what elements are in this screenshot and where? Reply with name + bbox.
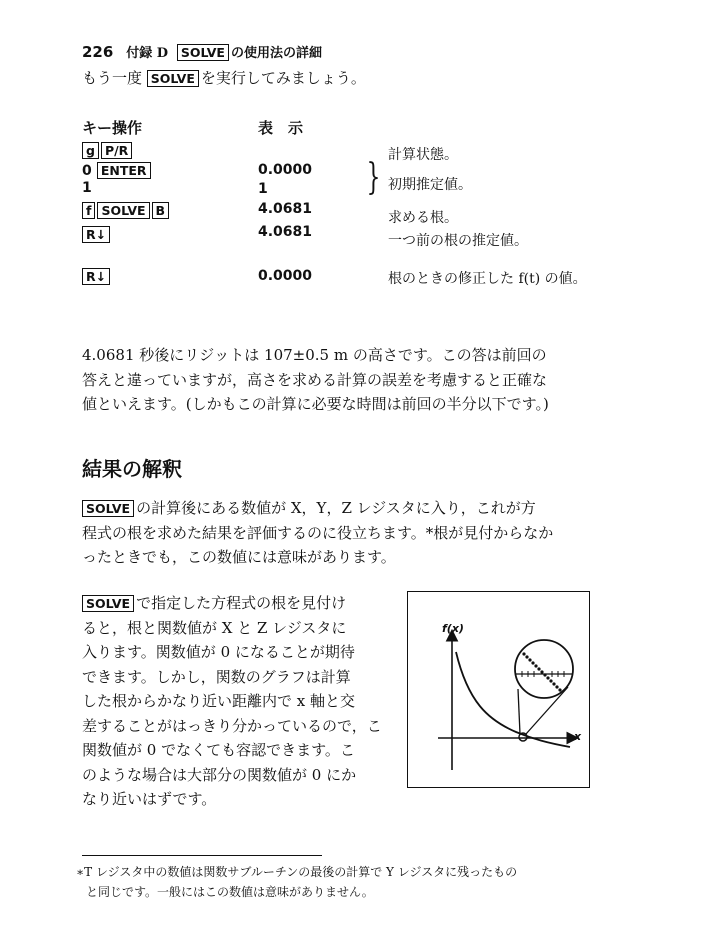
- row-note: 初期推定値。: [388, 177, 472, 193]
- solve-key: SOLVE: [177, 44, 229, 61]
- text-line: できます。しかし，関数のグラフは計算: [82, 667, 351, 686]
- x-axis-label: x: [574, 730, 582, 743]
- footnote-line: ∗T レジスタ中の数値は関数サブルーチンの最後の計算で Y レジスタに残ったもの: [76, 865, 518, 879]
- row-keys: [82, 160, 153, 179]
- b-key: B: [152, 202, 170, 219]
- col-header-display: 表 示: [258, 119, 304, 137]
- row-display: 1: [258, 181, 268, 197]
- running-header: [82, 42, 322, 61]
- solve-key: SOLVE: [82, 595, 134, 612]
- intro-line: [82, 67, 366, 88]
- text-line: ったときでも，この数値には意味があります。: [82, 548, 396, 566]
- text-line: なり近いはずです。: [82, 790, 217, 808]
- solve-key: SOLVE: [147, 70, 199, 87]
- row-keys: [82, 200, 171, 219]
- footnote-rule: [82, 855, 322, 856]
- intro-prefix: もう一度: [82, 69, 143, 87]
- section-title: 結果の解釈: [82, 457, 182, 481]
- intro-text: を実行してみましょう。: [200, 69, 366, 87]
- brace: }: [366, 157, 381, 198]
- paragraph: [82, 343, 549, 417]
- enter-key: ENTER: [97, 162, 151, 179]
- text-line: のような場合は大部分の関数値が 0 にか: [82, 765, 357, 784]
- appendix-label: 付録 D: [126, 46, 168, 61]
- text-line: 程式の根を求めた結果を評価するのに役立ちます。*根が見付からなか: [82, 523, 554, 542]
- text-line: 値といえます。(しかもこの計算に必要な時間は前回の半分以下です。): [82, 395, 549, 413]
- function-graph-figure: [407, 591, 590, 788]
- text-line: [82, 496, 553, 521]
- roll-down-key: R↓: [82, 268, 110, 285]
- footnote: [76, 862, 517, 902]
- row-note: 計算状態。: [388, 147, 458, 163]
- solve-key: SOLVE: [82, 500, 134, 517]
- row-note: 求める根。: [388, 210, 458, 226]
- g-key: g: [82, 142, 99, 159]
- row-note: 一つ前の根の推定値。: [388, 233, 528, 249]
- zoom-line: [518, 689, 520, 734]
- text-line: 関数値が 0 でなくても容認できます。こ: [82, 741, 355, 759]
- row-keys: [82, 224, 112, 243]
- row-keys: [82, 140, 134, 159]
- text-line: 差することがはっきり分かっているので，こ: [82, 716, 382, 735]
- magnifier-circle: [515, 640, 573, 698]
- text-span: で指定した方程式の根を見付け: [136, 594, 347, 612]
- text-line: ると，根と関数値が X と Z レジスタに: [82, 618, 347, 637]
- text-line: した根からかなり近い距離内で x 軸と交: [82, 692, 355, 710]
- digit-1: 1: [82, 180, 92, 196]
- row-display: 4.0681: [258, 224, 313, 240]
- text-span: の計算後にある数値が X，Y，Z レジスタに入り，これが方: [136, 499, 536, 517]
- graph-svg: [408, 592, 588, 786]
- row-note: 根のときの修正した f(t) の値。: [388, 271, 587, 287]
- paragraph: [82, 496, 553, 570]
- text-line: 答えと違っていますが，高さを求める計算の誤差を考慮すると正確な: [82, 370, 548, 389]
- col-header-keys: キー操作: [82, 119, 143, 137]
- row-display: 4.0681: [258, 201, 313, 217]
- roll-down-key: R↓: [82, 226, 110, 243]
- solve-key: SOLVE: [97, 202, 149, 219]
- header-title: の使用法の詳細: [230, 46, 322, 61]
- page-number: 226: [82, 43, 114, 61]
- footnote-line: と同じです。一般にはこの数値は意味がありません。: [86, 885, 374, 899]
- f-key: f: [82, 202, 95, 219]
- paragraph: [82, 591, 382, 812]
- digit-0: 0: [82, 163, 92, 179]
- row-keys: [82, 266, 112, 285]
- text-line: 4.0681 秒後にリジットは 107±0.5 m の高さです。この答は前回の: [82, 346, 547, 364]
- y-axis-label: f(x): [442, 622, 464, 635]
- row-display: 0.0000: [258, 162, 313, 178]
- pr-key: P/R: [101, 142, 132, 159]
- text-line: [82, 591, 382, 616]
- text-line: 入ります。関数値が 0 になることが期待: [82, 643, 355, 661]
- row-display: 0.0000: [258, 268, 313, 284]
